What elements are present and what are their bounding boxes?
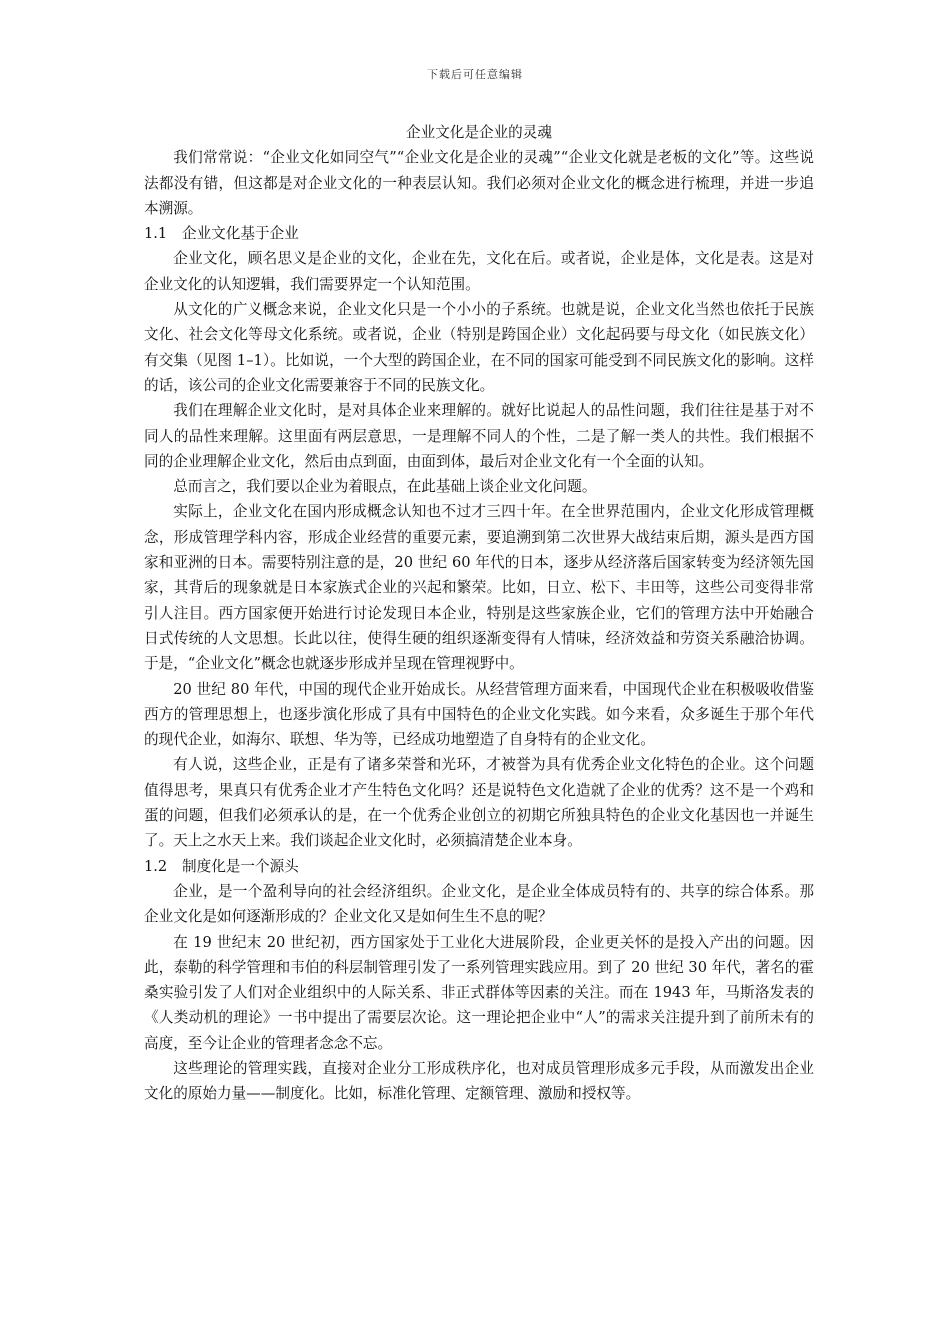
body-paragraph: 有人说，这些企业，正是有了诸多荣誉和光环，才被誉为具有优秀企业文化特色的企业。这个问题值得思考，果真只有优秀企业才产生特色文化吗？还是说特色文化造就了企业的优秀？这不是一个鸡和蛋的问题，但我们必须承认的是，在一个优秀企业创立的初期它所独具特色的企业文化基因也一并诞生了。天上之水天上来。我们谈起企业文化时，必须搞清楚企业本身。 bbox=[144, 756, 814, 850]
document-body bbox=[144, 120, 814, 1107]
section-title: 企业文化基于企业 bbox=[182, 225, 299, 243]
section-heading-1-2 bbox=[144, 854, 814, 879]
body-paragraph: 企业，是一个盈利导向的社会经济组织。企业文化，是企业全体成员特有的、共享的综合体系。那企业文化是如何逐渐形成的？企业文化又是如何生生不息的呢？ bbox=[144, 882, 814, 926]
section-heading-1-1 bbox=[144, 221, 814, 246]
body-paragraph: 这些理论的管理实践，直接对企业分工形成秩序化，也对成员管理形成多元手段，从而激发出企业文化的原始力量——制度化。比如，标准化管理、定额管理、激励和授权等。 bbox=[144, 1059, 814, 1103]
intro-paragraph: 我们常常说：“企业文化如同空气”“企业文化是企业的灵魂”“企业文化就是老板的文化”等。这些说法都没有错，但这都是对企业文化的一种表层认知。我们必须对企业文化的概念进行梳理，并进一步追本溯源。 bbox=[144, 149, 814, 217]
section-number: 1.2 bbox=[144, 857, 168, 875]
body-paragraph: 我们在理解企业文化时，是对具体企业来理解的。就好比说起人的品性问题，我们往往是基于对不同人的品性来理解。这里面有两层意思，一是理解不同人的个性，二是了解一类人的共性。我们根据不同的企业理解企业文化，然后由点到面，由面到体，最后对企业文化有一个全面的认知。 bbox=[144, 402, 814, 470]
body-paragraph: 总而言之，我们要以企业为着眼点，在此基础上谈企业文化问题。 bbox=[173, 478, 597, 496]
body-paragraph: 企业文化，顾名思义是企业的文化，企业在先，文化在后。或者说，企业是体，文化是表。这是对企业文化的认知逻辑，我们需要界定一个认知范围。 bbox=[144, 250, 814, 293]
body-paragraph: 实际上，企业文化在国内形成概念认知也不过才三四十年。在全世界范围内，企业文化形成管理概念，形成管理学科内容，形成企业经营的重要元素，要追溯到第二次世界大战结束后期，源头是西方国家和亚洲的日本。需要特别注意的是，20 世纪 60 年代的日本，逐步从经济落后国家转变为经济领先国家，其背后的现象就是日本家族式企业的兴起和繁荣。比如，日立、松下、丰田等，这些公司变得非常引人注目。西方国家便开始进行讨论发现日本企业，特别是这些家族企业，它们的管理方法中开始融合日式传统的人文思想。长此以往，使得生硬的组织逐渐变得有人情味，经济效益和劳资关系融洽协调。于是，“企业文化”概念也就逐步形成并呈现在管理视野中。 bbox=[144, 503, 814, 673]
body-paragraph: 从文化的广义概念来说，企业文化只是一个小小的子系统。也就是说，企业文化当然也依托于民族文化、社会文化等母文化系统。或者说，企业（特别是跨国企业）文化起码要与母文化（如民族文化）有交集（见图 1–1）。比如说，一个大型的跨国企业，在不同的国家可能受到不同民族文化的影响。这样的话，该公司的企业文化需要兼容于不同的民族文化。 bbox=[144, 301, 814, 394]
document-title: 企业文化是企业的灵魂 bbox=[406, 124, 552, 141]
section-title: 制度化是一个源头 bbox=[182, 857, 299, 875]
page-header-note: 下载后可任意编辑 bbox=[427, 68, 523, 81]
body-paragraph: 20 世纪 80 年代，中国的现代企业开始成长。从经营管理方面来看，中国现代企业在积极吸收借鉴西方的管理思想上，也逐步演化形成了具有中国特色的企业文化实践。如今来看，众多诞生于那个年代的现代企业，如海尔、联想、华为等，已经成功地塑造了自身特有的企业文化。 bbox=[144, 680, 814, 749]
section-number: 1.1 bbox=[144, 225, 168, 243]
body-paragraph: 在 19 世纪末 20 世纪初，西方国家处于工业化大进展阶段，企业更关怀的是投入产出的问题。因此，泰勒的科学管理和韦伯的科层制管理引发了一系列管理实践应用。到了 20 世纪 30 年代，著名的霍桑实验引发了人们对企业组织中的人际关系、非正式群体等因素的关注。而在 1943 年，马斯洛发表的《人类动机的理论》一书中提出了需要层次论。这一理论把企业中“人”的需求关注提升到了前所未有的高度，至今让企业的管理者念念不忘。 bbox=[144, 933, 814, 1052]
